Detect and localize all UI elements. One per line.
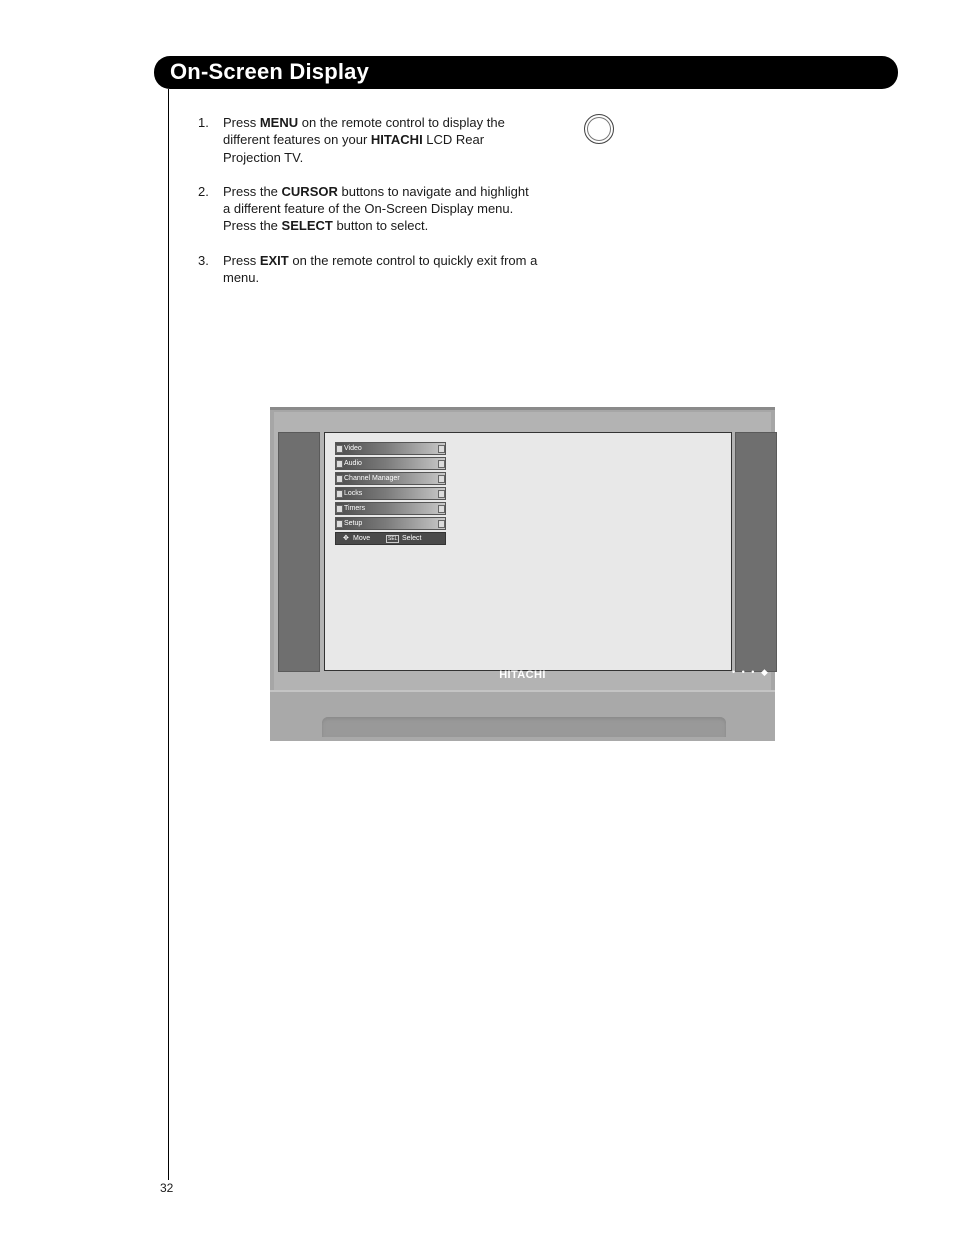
tv-screen	[324, 432, 732, 671]
page-number: 32	[160, 1181, 174, 1195]
step-item: 2. Press the CURSOR buttons to navigate and highlight a different feature of the On-Screen Display menu. Press the SELECT button to select.	[198, 183, 529, 234]
remote-button-icon	[584, 114, 614, 144]
move-arrows-icon: ✥	[343, 535, 349, 542]
step-item: 1. Press MENU on the remote control to display the different features on your HITACHI LCD Rear Projection TV.	[198, 115, 505, 165]
key-cursor: CURSOR	[281, 183, 338, 199]
brand-name: HITACHI	[370, 132, 423, 148]
indicator-lights-icon: • • • ◆	[732, 667, 770, 677]
tv-illustration	[270, 407, 775, 739]
osd-item-locks[interactable]: Locks	[335, 487, 446, 500]
osd-item-setup[interactable]: Setup	[335, 517, 446, 530]
step-number: 3.	[198, 252, 209, 268]
tv-top-edge	[270, 407, 775, 410]
key-menu: MENU	[259, 115, 299, 130]
tv-base	[270, 690, 775, 741]
tv-bezel	[274, 412, 771, 696]
left-speaker	[278, 432, 320, 672]
sel-key-icon: SEL	[388, 536, 398, 542]
tv-base-slot	[322, 717, 726, 737]
right-speaker	[735, 432, 777, 672]
step-number: 2.	[198, 183, 209, 199]
osd-item-timers[interactable]: Timers	[335, 502, 446, 515]
instruction-steps	[198, 114, 538, 303]
left-margin-rule	[168, 89, 169, 1180]
page-title: On-Screen Display	[170, 59, 370, 84]
header-banner	[154, 56, 898, 89]
osd-item-channel-manager[interactable]: Channel Manager	[335, 472, 446, 485]
osd-item-video[interactable]: Video	[335, 442, 446, 455]
step-item: 3. Press EXIT on the remote control to quickly exit from a menu.	[198, 252, 538, 286]
tv-brand-logo: HITACHI	[499, 669, 546, 681]
arrow-icon	[438, 445, 445, 453]
key-select: SELECT	[281, 218, 333, 234]
key-exit: EXIT	[259, 252, 289, 268]
step-number: 1.	[198, 115, 209, 130]
osd-menu	[335, 442, 446, 545]
osd-footer: ✥ Move SEL Select	[335, 532, 446, 545]
osd-item-audio[interactable]: Audio	[335, 457, 446, 470]
